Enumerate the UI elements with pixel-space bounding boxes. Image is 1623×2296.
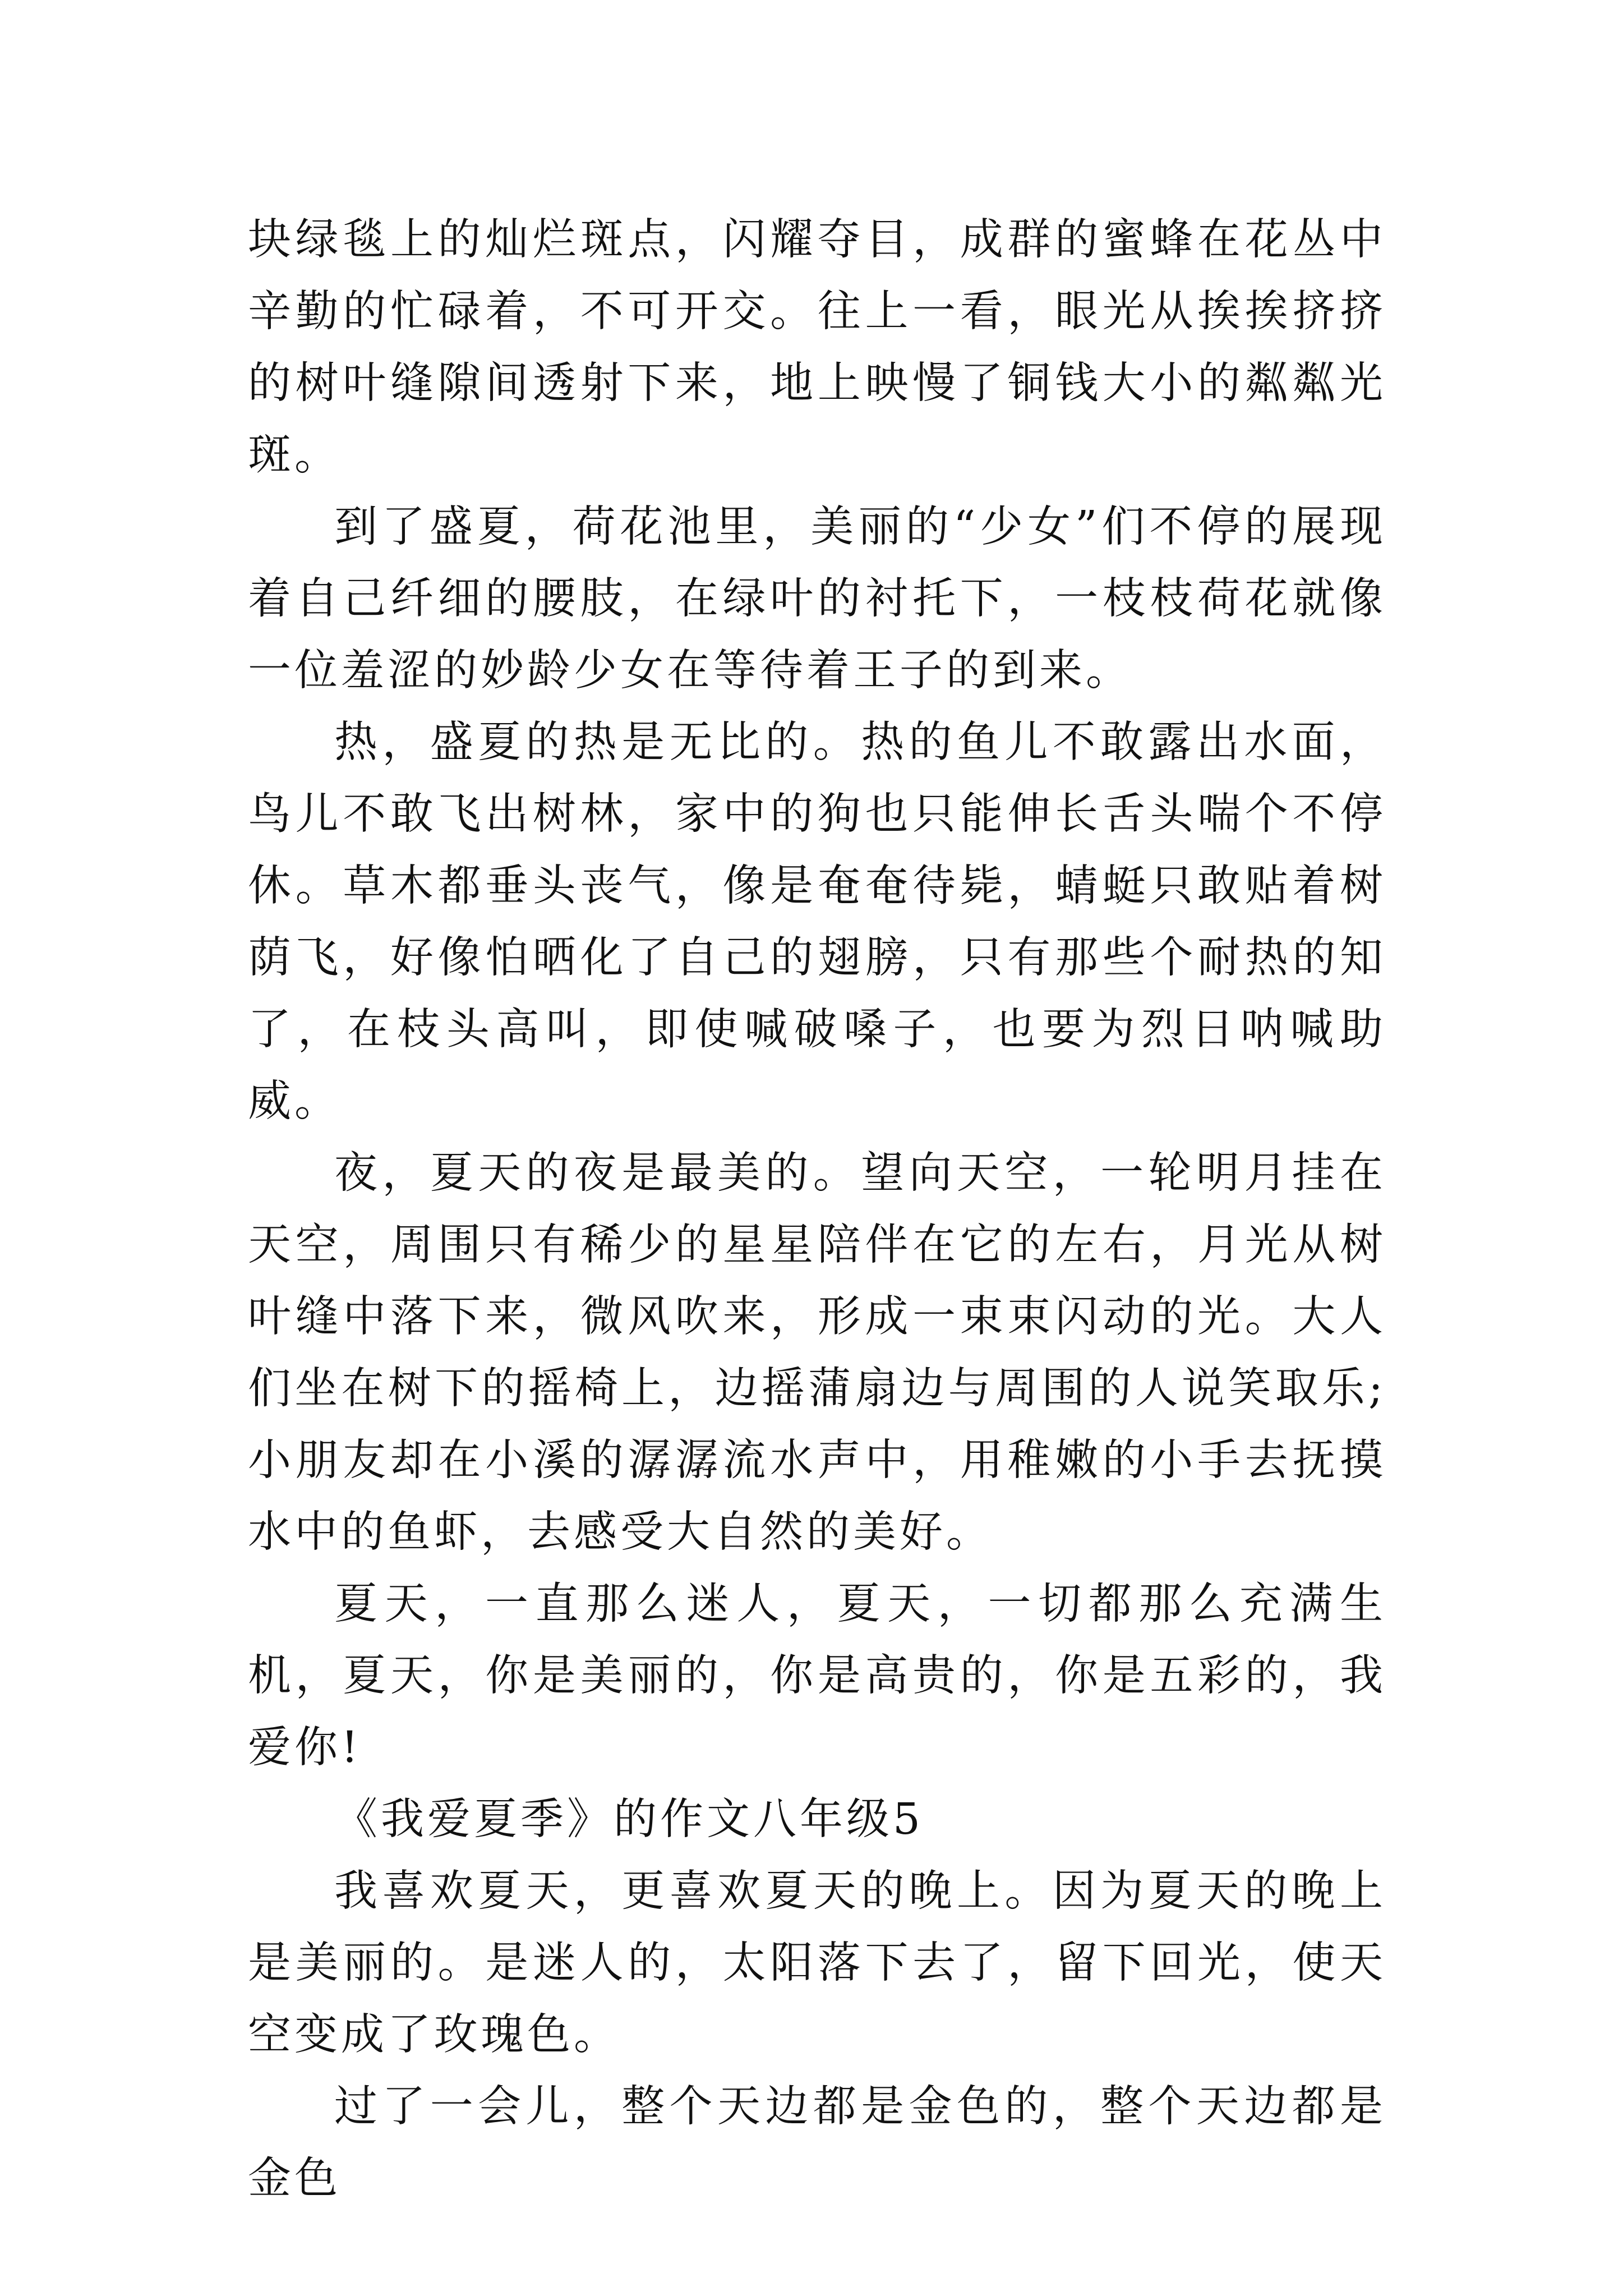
paragraph-2: 到了盛夏，荷花池里，美丽的“少女”们不停的展现着自己纤细的腰肢，在绿叶的衬托下，一枝枝荷花就像一位羞涩的妙龄少女在等待着王子的到来。 bbox=[248, 502, 1386, 696]
paragraph-3: 热，盛夏的热是无比的。热的鱼儿不敢露出水面，鸟儿不敢飞出树林，家中的狗也只能伸长舌头喘个不停休。草木都垂头丧气，像是奄奄待毙，蜻蜓只敢贴着树荫飞，好像怕晒化了自己的翅膀，只有那些个耐热的知了，在枝头高叫，即使喊破嗓子，也要为烈日呐喊助威。 bbox=[248, 717, 1386, 1126]
document-body bbox=[248, 204, 1386, 2215]
paragraph-1: 块绿毯上的灿烂斑点，闪耀夺目，成群的蜜蜂在花丛中辛勤的忙碌着，不可开交。往上一看，眼光从挨挨挤挤的树叶缝隙间透射下来，地上映慢了铜钱大小的粼粼光斑。 bbox=[248, 215, 1386, 480]
paragraph-4: 夜，夏天的夜是最美的。望向天空，一轮明月挂在天空，周围只有稀少的星星陪伴在它的左右，月光从树叶缝中落下来，微风吹来，形成一束束闪动的光。大人们坐在树下的摇椅上，边摇蒲扇边与周围的人说笑取乐;小朋友却在小溪的潺潺流水声中，用稚嫩的小手去抚摸水中的鱼虾，去感受大自然的美好。 bbox=[248, 1148, 1386, 1557]
section-heading: 《我爱夏季》的作文八年级5 bbox=[334, 1795, 924, 1844]
paragraph-5: 夏天，一直那么迷人，夏天，一切都那么充满生机，夏天，你是美丽的，你是高贵的，你是五彩的，我爱你! bbox=[248, 1579, 1386, 1773]
paragraph-7: 过了一会儿，整个天边都是金色的，整个天边都是金色 bbox=[248, 2082, 1386, 2203]
paragraph-6: 我喜欢夏天，更喜欢夏天的晚上。因为夏天的晚上是美丽的。是迷人的，太阳落下去了，留下回光，使天空变成了玫瑰色。 bbox=[248, 1866, 1386, 2060]
